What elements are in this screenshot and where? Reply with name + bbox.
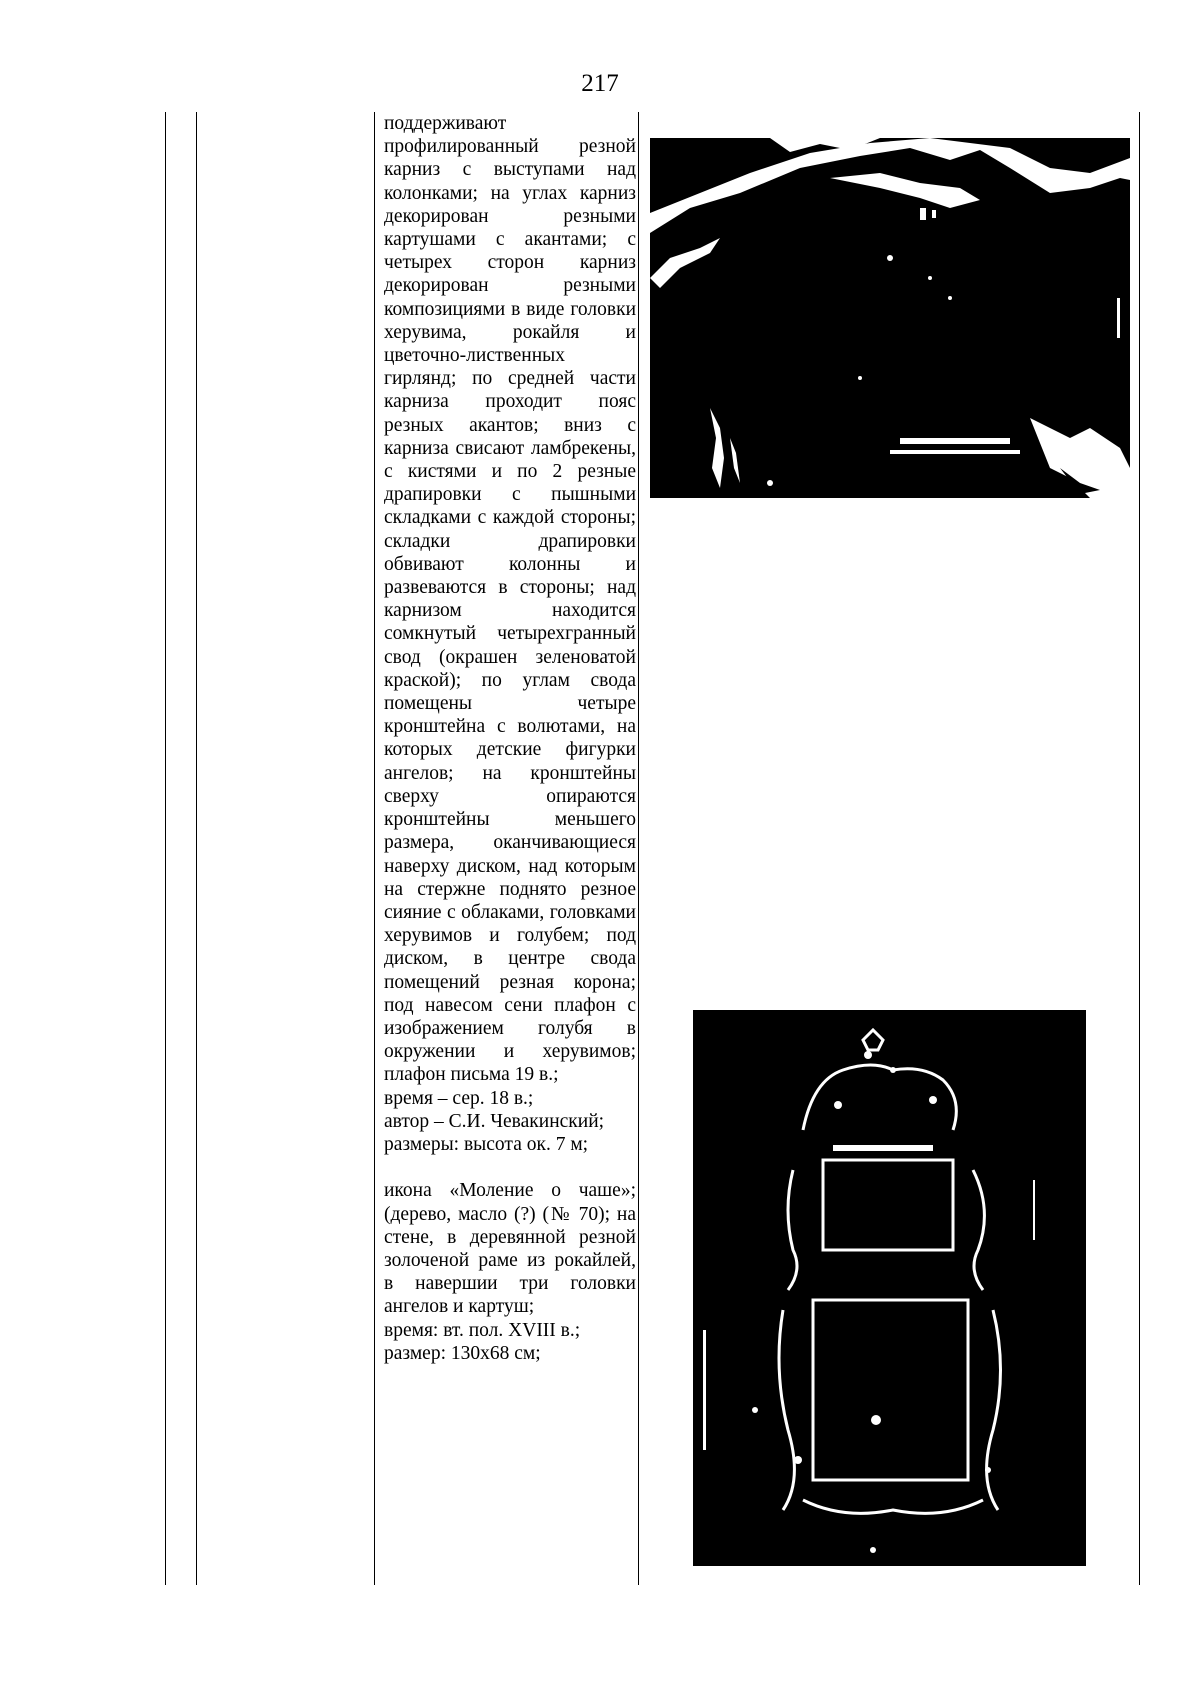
canopy-description: поддерживают профилированный резной карниз с выступами над колонками; на углах карниз декорирован резными картушами с акантами; с четырех сторон карниз декорирован резными композициями в виде головки херувима, рокайля и цветочно-лиственных гирлянд; по средней части карниза проходит пояс резных акантов; вниз с карниза свисают ламбрекены, с кистями и по 2 резные драпировки с пышными складками с каждой стороны; складки драпировки обвивают колонны и развеваются в стороны; над карнизом находится сомкнутый четырехгранный свод (окрашен зеленоватой краской); по углам свода помещены четыре кронштейна с волютами, на которых детские фигурки ангелов; на кронштейны сверху опираются кронштейны меньшего размера, оканчивающиеся наверху диском, над которым на стержне поднято резное сияние с облаками, головками херувимов и голубем; под диском, в центре свода помещений резная корона; под навесом сени плафон с изображением голубя в окружении и херувимов; плафон письма 19 в.; bbox=[384, 113, 636, 1086]
canopy-time: время – сер. 18 в.; bbox=[384, 1087, 534, 1109]
photo-canopy-cornice-graphic bbox=[650, 138, 1130, 498]
icon-description: икона «Моление о чаше»; (дерево, масло (?) (№ 70); на стене, в деревянной резной золоченой раме из рокайлей, в навершии три головки ангелов и картуш; bbox=[384, 1180, 636, 1318]
table-border-right bbox=[1139, 112, 1140, 1585]
table-border-col2 bbox=[374, 112, 375, 1585]
photo-icon-frame-graphic bbox=[693, 1010, 1086, 1566]
page-number: 217 bbox=[581, 70, 619, 97]
icon-time: время: вт. пол. XVIII в.; bbox=[384, 1319, 581, 1341]
table-border-col1 bbox=[196, 112, 197, 1585]
table-border-left-outer bbox=[165, 112, 166, 1585]
table-border-col3 bbox=[638, 112, 639, 1585]
icon-size: размер: 130х68 см; bbox=[384, 1342, 541, 1364]
canopy-author: автор – С.И. Чевакинский; bbox=[384, 1110, 605, 1132]
photo-canopy-cornice bbox=[650, 138, 1130, 498]
description-column bbox=[384, 112, 636, 1365]
canopy-size: размеры: высота ок. 7 м; bbox=[384, 1133, 589, 1155]
photo-icon-frame bbox=[693, 1010, 1086, 1566]
